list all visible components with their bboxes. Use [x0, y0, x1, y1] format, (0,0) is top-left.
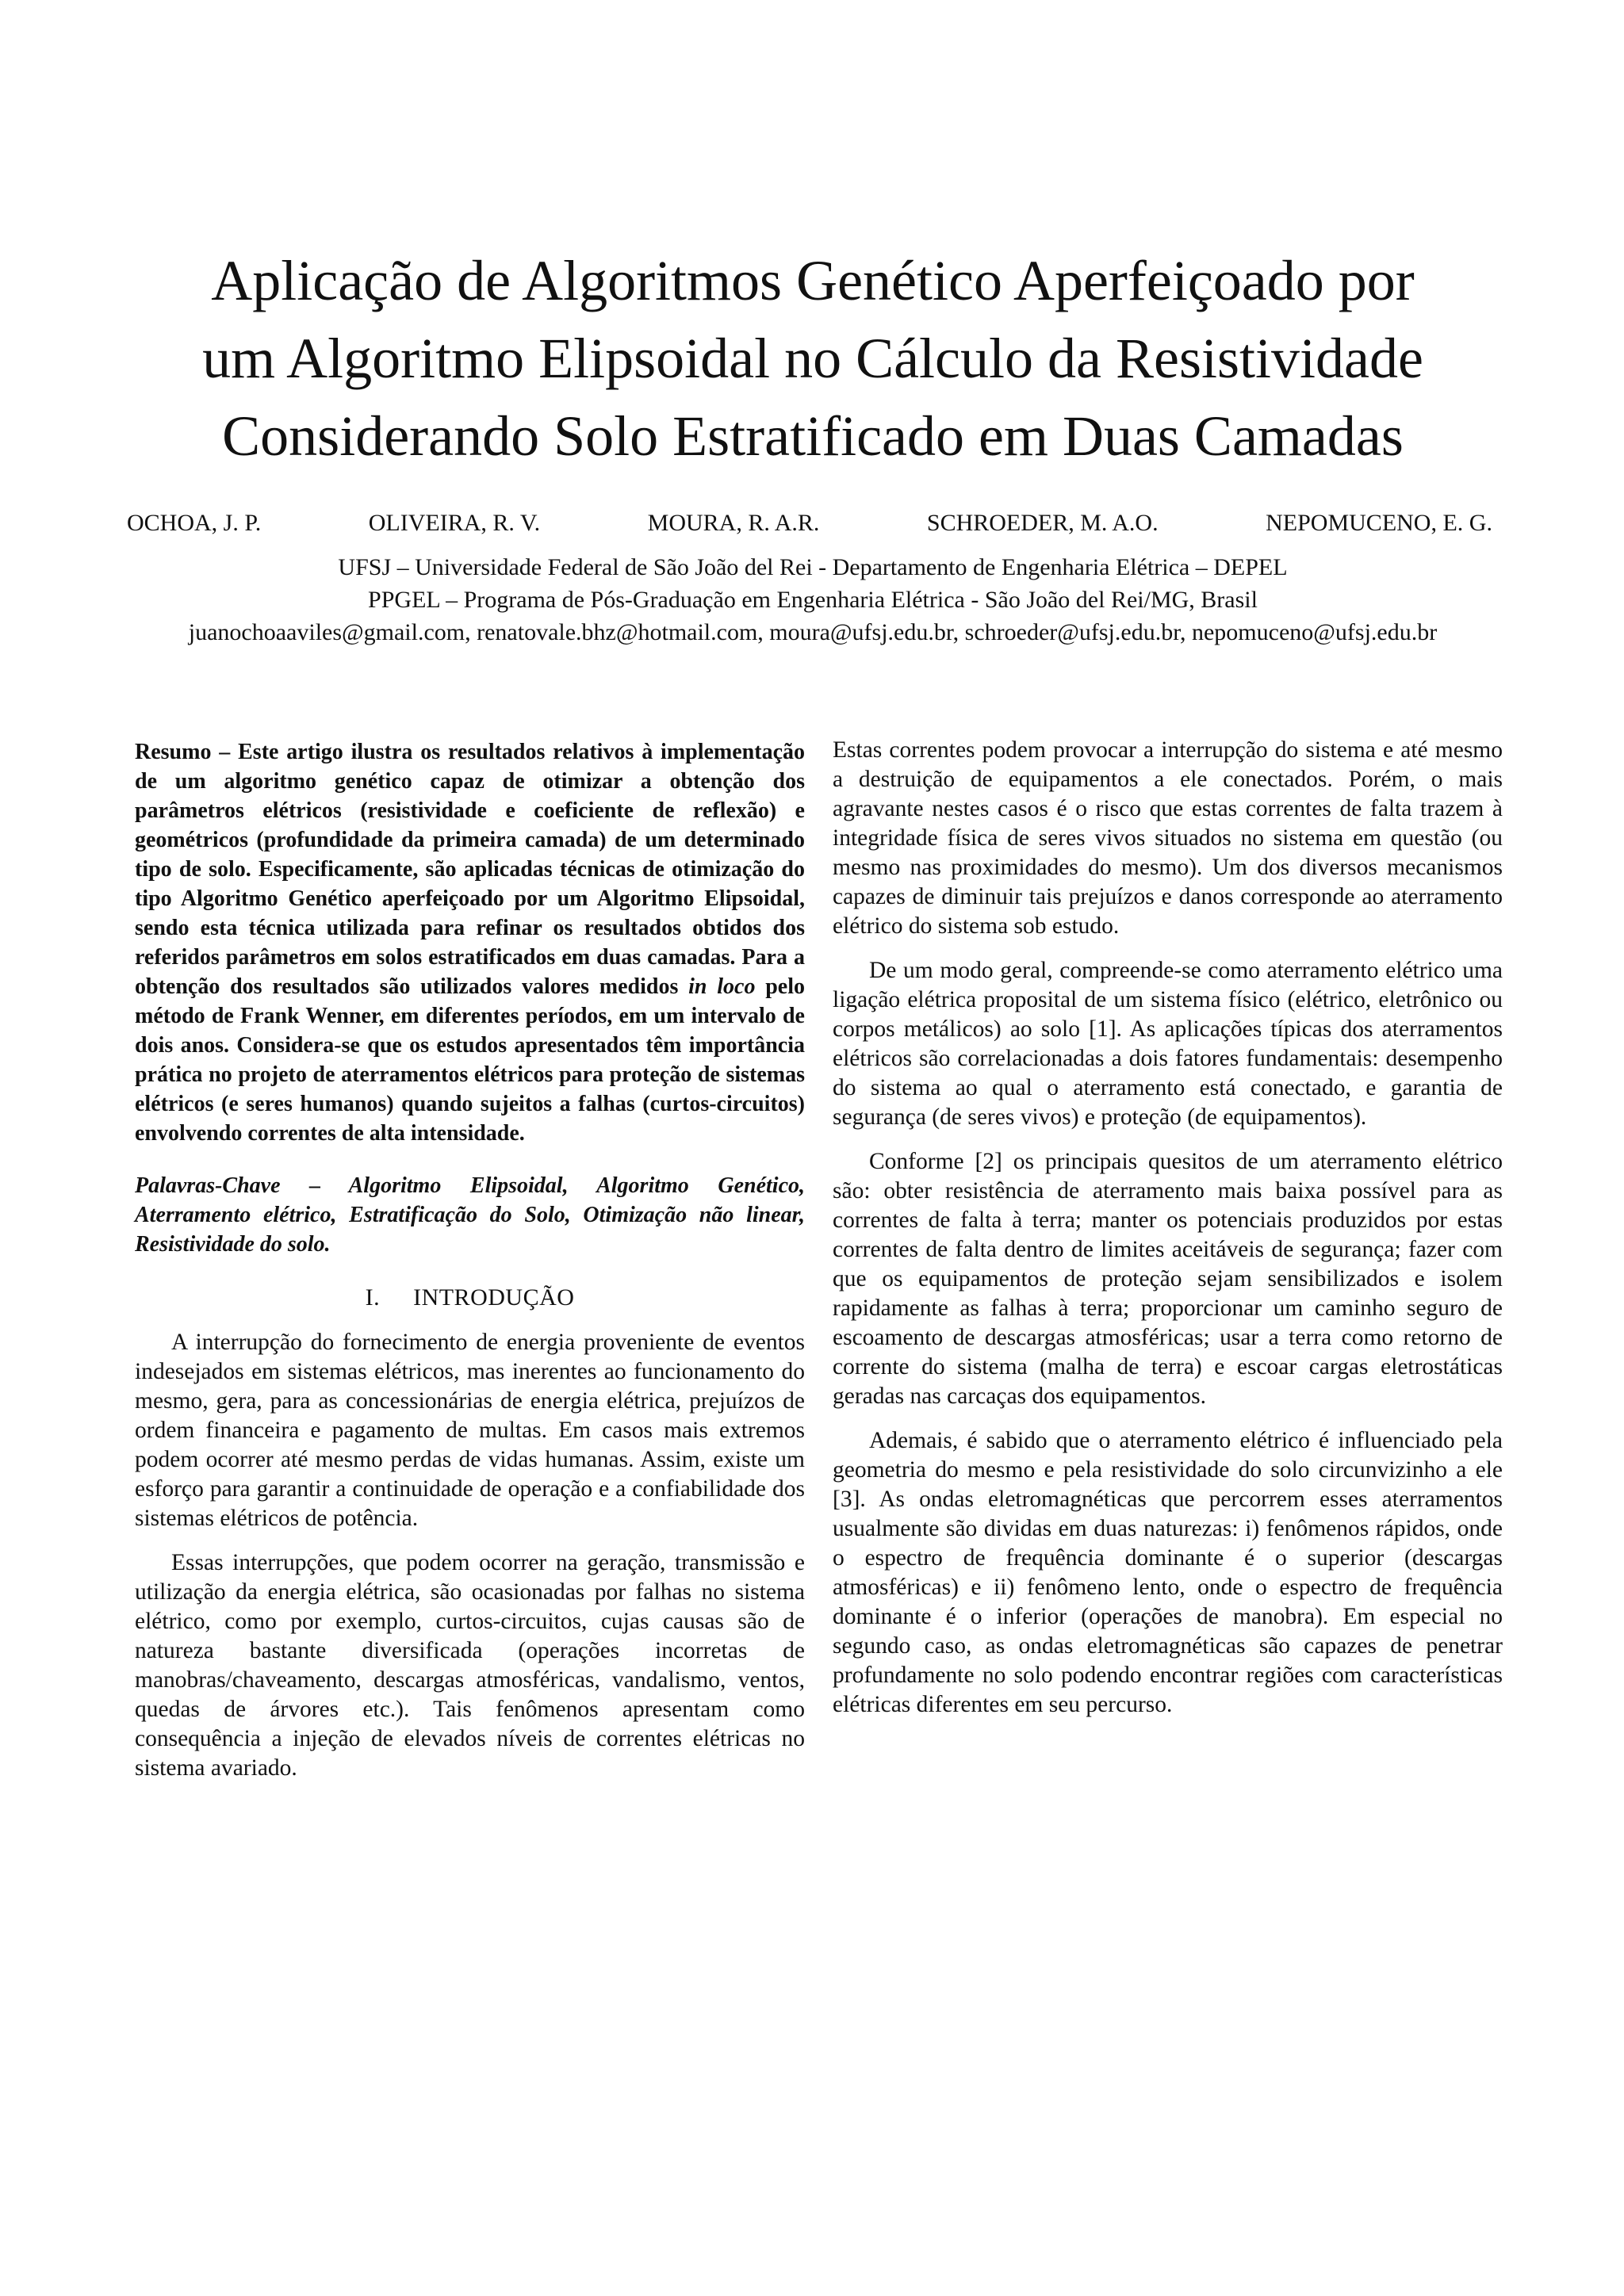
body-paragraph: Conforme [2] os principais quesitos de um aterramento elétrico são: obter resistência de aterramento mais baixa possível para as correntes de falta à terra; manter os potenciais produzidos por estas correntes de falta dentro de limites aceitáveis de segurança; fazer com que os equipamentos de proteção sejam sensibilizados e isolem rapidamente as falhas à terra; proporcionar um caminho seguro de escoamento de descargas atmosféricas; usar a terra como retorno de corrente do sistema (malha de terra) e escoar cargas eletrostáticas geradas nas carcaças dos equipamentos. [833, 1149, 1503, 1409]
paper-title [111, 242, 1515, 475]
author-name: SCHROEDER, M. A.O. [926, 510, 1159, 536]
author-name: OCHOA, J. P. [127, 510, 262, 536]
section-title: INTRODUÇÃO [413, 1284, 575, 1311]
right-column [833, 736, 1503, 1720]
section-number: I. [365, 1284, 381, 1311]
author-emails: juanochoaaviles@gmail.com, renatovale.bhz@hotmail.com, moura@ufsj.edu.br, schroeder@ufsj.edu.br, nepomuceno@ufsj.edu.br [188, 619, 1438, 645]
abstract-italic: in loco [688, 974, 756, 999]
title-line: Aplicação de Algoritmos Genético Aperfeiçoado por [211, 249, 1415, 312]
left-column [135, 737, 805, 1783]
title-line: um Algoritmo Elipsoidal no Cálculo da Resistividade [202, 327, 1423, 390]
section-heading [135, 1283, 805, 1312]
author-name: MOURA, R. A.R. [647, 510, 820, 536]
author-name: OLIVEIRA, R. V. [368, 510, 541, 536]
abstract-text-2: pelo método de Frank Wenner, em diferentes períodos, em um intervalo de dois anos. Considera-se que os estudos apresentados têm importância prática no projeto de aterramentos elétricos para proteção de sistemas elétricos (e seres humanos) quando sujeitos a falhas (curtos-circuitos) envolvendo correntes de alta intensidade. [135, 974, 806, 1146]
body-paragraph: Ademais, é sabido que o aterramento elétrico é influenciado pela geometria do mesmo e pela resistividade do solo circunvizinho a ele [3]. As ondas eletromagnéticas que percorrem esses aterramentos usualmente são dividas em duas naturezas: i) fenômenos rápidos, onde o espectro de frequência dominante é o superior (descargas atmosféricas) e ii) fenômeno lento, onde o espectro de frequência dominante é o inferior (operações de manobra). Em especial no segundo caso, as ondas eletromagnéticas são capazes de penetrar profundamente no solo podendo encontrar regiões com características elétricas diferentes em seu percurso. [833, 1428, 1503, 1717]
author-list [127, 507, 1492, 539]
title-line: Considerando Solo Estratificado em Duas Camadas [222, 404, 1404, 468]
body-paragraph: Estas correntes podem provocar a interrupção do sistema e até mesmo a destruição de equipamentos a ele conectados. Porém, o mais agravante nestes casos é o risco que estas correntes de falta trazem à integridade física de seres vivos situados no sistema em questão (ou mesmo nas proximidades do mesmo). Um dos diversos mecanismos capazes de diminuir tais prejuízos e danos corresponde ao aterramento elétrico do sistema sob estudo. [833, 737, 1503, 939]
author-name: NEPOMUCENO, E. G. [1266, 510, 1492, 536]
body-paragraph: A interrupção do fornecimento de energia proveniente de eventos indesejados em sistemas elétricos, mas inerentes ao funcionamento do mesmo, gera, para as concessionárias de energia elétrica, prejuízos de ordem financeira e pagamento de multas. Em casos mais extremos podem ocorrer até mesmo perdas de vidas humanas. Assim, existe um esforço para garantir a continuidade de operação e a confiabilidade dos sistemas elétricos de potência. [135, 1330, 805, 1531]
abstract-text-1: Resumo – Este artigo ilustra os resultados relativos à implementação de um algoritmo genético capaz de otimizar a obtenção dos parâmetros elétricos (resistividade e coeficiente de reflexão) e geométricos (profundidade da primeira camada) de um determinado tipo de solo. Especificamente, são aplicadas técnicas de otimização do tipo Algoritmo Genético aperfeiçoado por um Algoritmo Elipsoidal, sendo esta técnica utilizada para refinar os resultados obtidos dos referidos parâmetros em solos estratificados em duas camadas. Para a obtenção dos resultados são utilizados valores medidos [135, 740, 805, 999]
body-paragraph: De um modo geral, compreende-se como aterramento elétrico uma ligação elétrica proposital de um sistema físico (elétrico, eletrônico ou corpos metálicos) ao solo [1]. As aplicações típicas dos aterramentos elétricos são correlacionadas a dois fatores fundamentais: desempenho do sistema ao qual o aterramento está conectado, e garantia de segurança (de seres vivos) e proteção (de equipamentos). [833, 958, 1503, 1130]
abstract [135, 737, 805, 1148]
affiliation-program: PPGEL – Programa de Pós-Graduação em Engenharia Elétrica - São João del Rei/MG, Brasil [368, 587, 1258, 613]
body-paragraph: Essas interrupções, que podem ocorrer na geração, transmissão e utilização da energia elétrica, são ocasionadas por falhas no sistema elétrico, como por exemplo, curtos-circuitos, cujas causas são de natureza bastante diversificada (operações incorretas de manobras/chaveamento, descargas atmosféricas, vandalismo, ventos, quedas de árvores etc.). Tais fenômenos apresentam como consequência a injeção de elevados níveis de correntes elétricas no sistema avariado. [135, 1550, 805, 1781]
keywords: Palavras-Chave – Algoritmo Elipsoidal, Algoritmo Genético, Aterramento elétrico, Estratificação do Solo, Otimização não linear, Resistividade do solo. [135, 1173, 805, 1257]
affiliation-department: UFSJ – Universidade Federal de São João del Rei - Departamento de Engenharia Elétrica – DEPEL [338, 554, 1288, 580]
